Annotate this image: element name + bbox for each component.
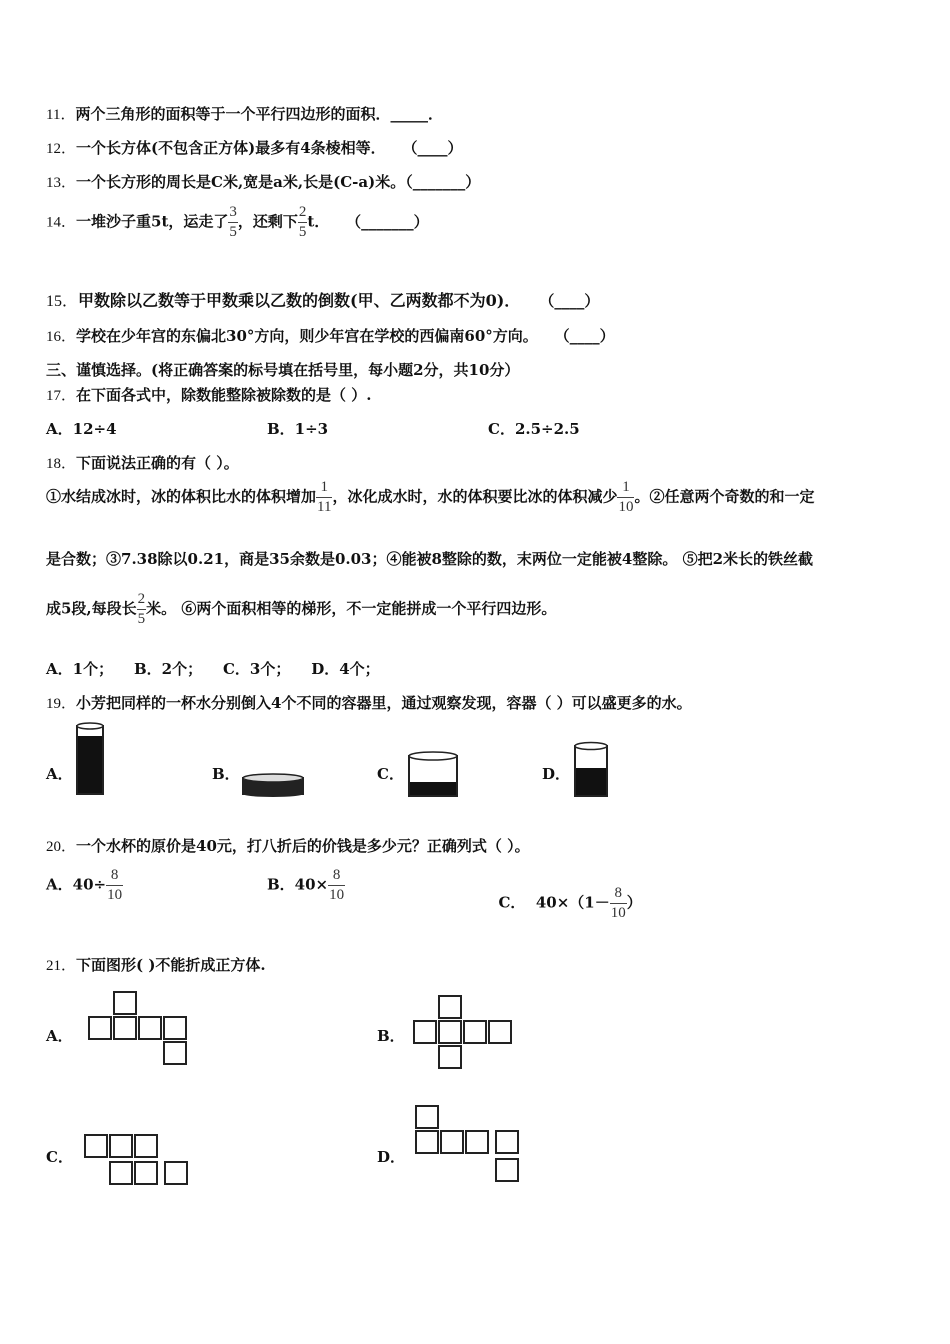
q18	[46, 452, 239, 473]
q17-option-b[interactable]: B．1÷3	[267, 420, 329, 438]
container-d-water	[575, 768, 607, 796]
q19-text: 小芳把同样的一杯水分别倒入4个不同的容器里，通过观察发现，容器（ ）可以盛更多的水。	[76, 694, 692, 712]
container-b-flat-dish-icon	[240, 770, 306, 798]
q18-options[interactable]: A．1个； B．2个； C．3个； D．4个；	[46, 660, 380, 678]
q18-line-3-b: 米。 ⑥两个面积相等的梯形，不一定能拼成一个平行四边形。	[146, 599, 557, 618]
q17-number: 17．	[46, 388, 77, 404]
container-c-wide-cup-icon	[406, 750, 460, 800]
q12-bracket[interactable]: （____）	[402, 139, 463, 157]
q14-bracket[interactable]: （_______）	[346, 212, 429, 231]
q19-number: 19．	[46, 696, 77, 712]
q17-option-c[interactable]: C．2.5÷2.5	[488, 420, 580, 438]
q15-bracket[interactable]: （____）	[539, 292, 600, 310]
q20-option-c[interactable]: C． 40×（1－ $\frac{8}{10}$ ）	[498, 885, 642, 921]
q18-line-1-c: 。②任意两个奇数的和一定	[634, 487, 815, 506]
q14-fraction-1: $\frac{3}{5}$	[229, 204, 237, 240]
q19-option-c[interactable]: C．	[377, 765, 404, 783]
q21	[46, 954, 266, 975]
q16-bracket[interactable]: （____）	[554, 327, 615, 345]
q11	[46, 103, 443, 124]
q18-line-2: 是合数；③7.38除以0.21，商是35余数是0.03；④能被8整除的数，末两位一定能被4整除。 ⑤把2米长的铁丝截	[46, 550, 814, 568]
q16-text: 学校在少年宫的东偏北30°方向，则少年宫在学校的西偏南60°方向。	[76, 327, 538, 345]
q12-text: 一个长方体(不包含正方体)最多有4条棱相等．	[76, 139, 386, 157]
q18-line-3-a: 成5段,每段长	[46, 599, 137, 618]
q14-number: 14．	[46, 214, 77, 231]
q17-text: 在下面各式中，除数能整除被除数的是（ ）.	[76, 386, 372, 404]
container-a-tall-icon	[74, 722, 106, 798]
q19-option-a[interactable]: A．	[46, 765, 73, 783]
q14-text-b: ，还剩下	[237, 212, 298, 231]
q19-option-b[interactable]: B．	[212, 765, 240, 783]
q21-option-c[interactable]: C．	[46, 1148, 73, 1166]
q11-text: 两个三角形的面积等于一个平行四边形的面积．	[75, 105, 391, 123]
container-c-water	[409, 782, 457, 796]
q11-end: ．	[427, 105, 443, 123]
q13-number: 13．	[46, 175, 77, 191]
q11-number: 11．	[46, 107, 76, 123]
q17-option-a[interactable]: A．12÷4	[46, 420, 117, 438]
q15-number: 15．	[46, 293, 79, 310]
q12-number: 12．	[46, 141, 77, 157]
q20-text: 一个水杯的原价是40元，打八折后的价钱是多少元？正确列式（ ）。	[76, 837, 530, 855]
q18-line-1	[46, 480, 815, 515]
q19-option-d[interactable]: D．	[542, 765, 571, 783]
q20-option-b[interactable]: B．40× $\frac{8}{10}$	[267, 867, 345, 903]
q12	[46, 137, 462, 158]
q18-line-3	[46, 592, 556, 627]
q15-text: 甲数除以乙数等于甲数乘以乙数的倒数(甲、乙两数都不为0)．	[78, 291, 521, 310]
q21-option-a[interactable]: A．	[46, 1027, 73, 1045]
q21-option-d[interactable]: D．	[377, 1148, 406, 1166]
q13	[46, 171, 480, 192]
q16	[46, 325, 615, 346]
q16-number: 16．	[46, 329, 77, 345]
q17	[46, 384, 371, 405]
q18-line-1-a: ①水结成冰时，冰的体积比水的体积增加	[46, 487, 317, 506]
container-a-water	[77, 736, 103, 794]
q20-fraction-b: $\frac{8}{10}$	[329, 867, 345, 903]
q19	[46, 692, 692, 713]
q20-fraction-c: $\frac{8}{10}$	[610, 885, 626, 921]
q18-text: 下面说法正确的有（ ）。	[76, 454, 239, 472]
q18-line-1-b: ，冰化成水时，水的体积要比冰的体积减少	[332, 487, 618, 506]
q21-text: 下面图形( )不能折成正方体.	[76, 956, 266, 974]
q15	[46, 288, 599, 311]
q20	[46, 835, 530, 856]
q14-fraction-2: $\frac{2}{5}$	[298, 204, 307, 240]
q14-text-c: t．	[307, 212, 330, 231]
q18-fraction-2: $\frac{1}{10}$	[618, 479, 634, 515]
q14-text-a: 一堆沙子重5t，运走了	[76, 212, 229, 231]
q18-fraction-3: $\frac{2}{5}$	[137, 591, 146, 627]
q18-number: 18．	[46, 456, 77, 472]
q21-number: 21．	[46, 958, 77, 974]
container-d-narrow-cup-icon	[572, 740, 610, 800]
q20-number: 20．	[46, 839, 77, 855]
section-3-heading: 三、谨慎选择。(将正确答案的标号填在括号里，每小题2分，共10分）	[46, 361, 520, 379]
q11-blank: _____	[390, 105, 428, 123]
q13-bracket[interactable]: （_______）	[405, 173, 481, 191]
q20-fraction-a: $\frac{8}{10}$	[107, 867, 123, 903]
q14	[46, 205, 429, 240]
q18-fraction-1: $\frac{1}{11}$	[317, 479, 332, 515]
q20-option-a[interactable]: A．40÷ $\frac{8}{10}$	[46, 867, 123, 903]
q13-text: 一个长方形的周长是C米,宽是a米,长是(C-a)米。	[76, 173, 406, 191]
q21-option-b[interactable]: B．	[377, 1027, 405, 1045]
